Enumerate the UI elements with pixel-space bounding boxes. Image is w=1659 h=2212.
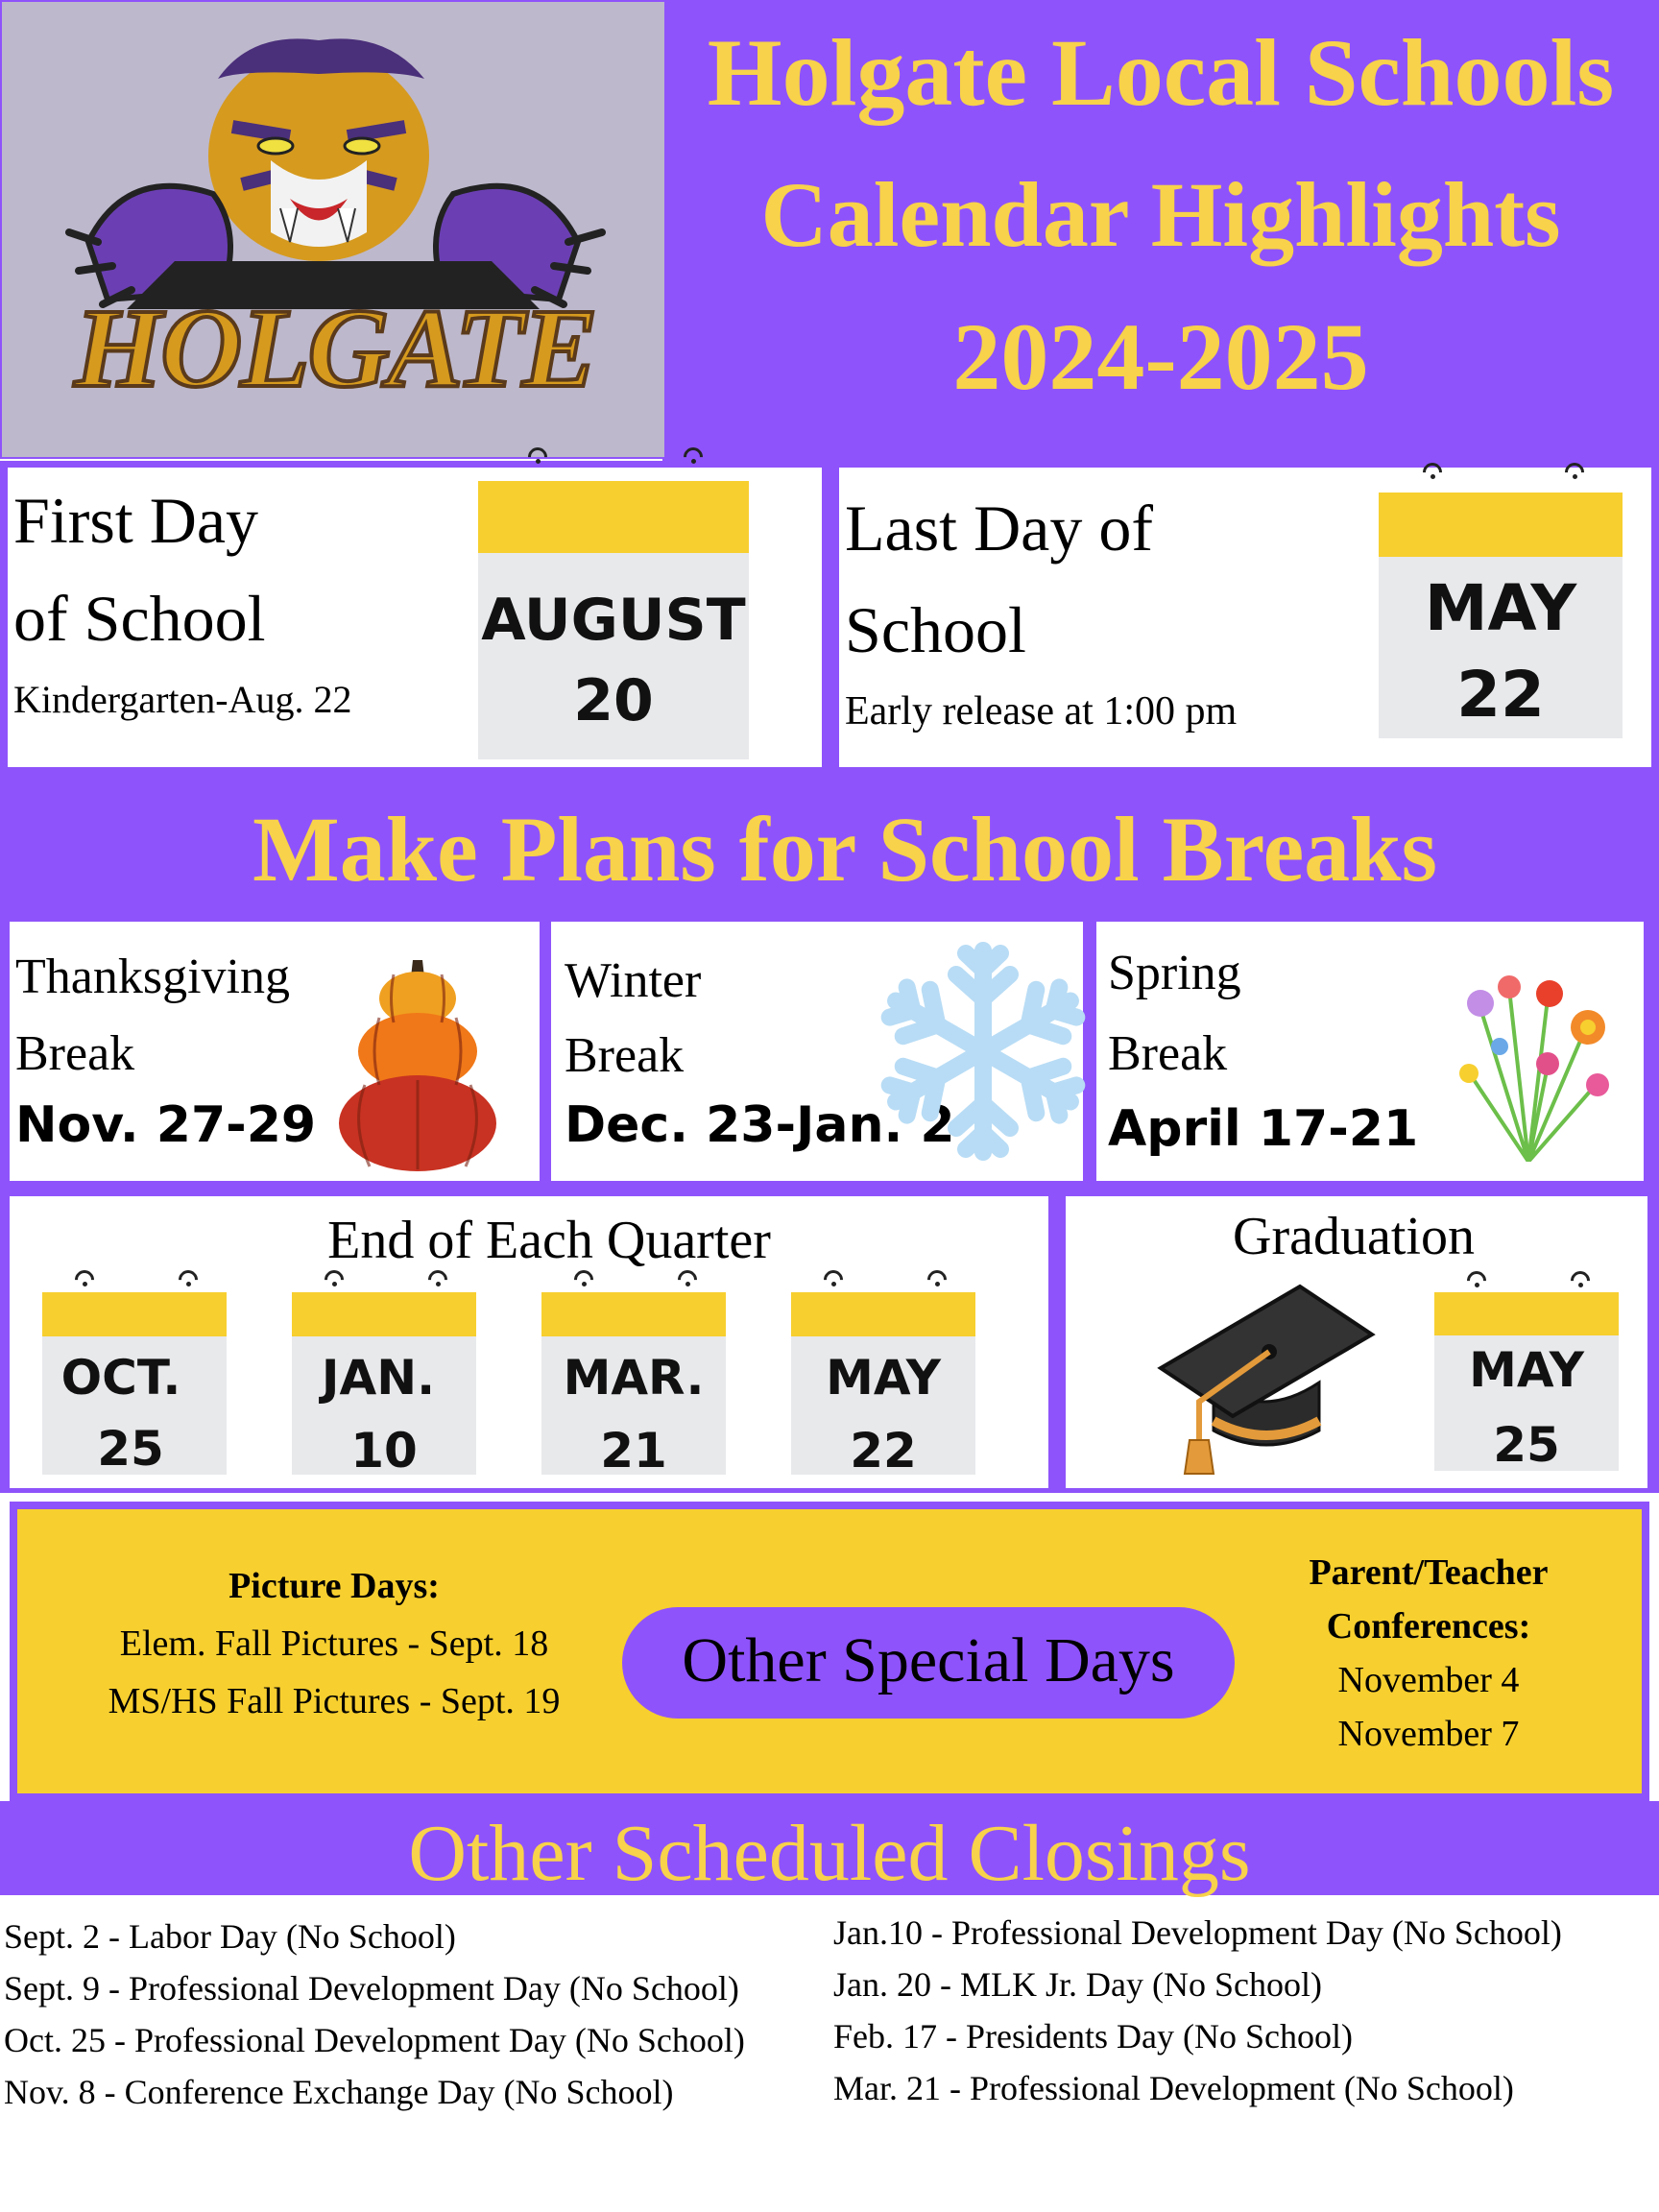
closing-left-2: Sept. 9 - Professional Development Day (No School) bbox=[4, 1969, 739, 2008]
quarter-2-date: 10 bbox=[350, 1423, 418, 1479]
title-line-1: Holgate Local Schools bbox=[707, 19, 1615, 126]
first-day-line2: of School bbox=[13, 582, 266, 655]
last-day-calendar bbox=[1379, 493, 1623, 738]
winter-line1: Winter bbox=[565, 953, 702, 1008]
other-special-days-label: Other Special Days bbox=[682, 1625, 1175, 1695]
calendar-ring-icon bbox=[75, 1270, 90, 1314]
last-day-month: MAY bbox=[1424, 571, 1577, 645]
snowflake-icon bbox=[878, 941, 1089, 1162]
closing-right-3: Feb. 17 - Presidents Day (No School) bbox=[833, 2017, 1353, 2056]
quarters-heading: End of Each Quarter bbox=[327, 1211, 771, 1270]
spring-line2: Break bbox=[1108, 1026, 1228, 1081]
quarter-1-date: 25 bbox=[97, 1421, 164, 1477]
closing-left-4: Nov. 8 - Conference Exchange Day (No School) bbox=[4, 2073, 674, 2111]
graduation-calendar bbox=[1434, 1292, 1619, 1471]
thanksgiving-dates: Nov. 27-29 bbox=[15, 1096, 317, 1154]
quarter-4-date: 22 bbox=[850, 1423, 917, 1479]
quarter-calendar-4 bbox=[791, 1292, 975, 1479]
closing-left-1: Sept. 2 - Labor Day (No School) bbox=[4, 1917, 456, 1956]
thanksgiving-line2: Break bbox=[15, 1026, 135, 1081]
conference-item-2: November 7 bbox=[1337, 1714, 1520, 1754]
conferences-heading-1: Parent/Teacher bbox=[1309, 1552, 1549, 1593]
calendar-ring-icon bbox=[574, 1270, 589, 1314]
first-day-note: Kindergarten-Aug. 22 bbox=[13, 678, 352, 721]
last-day-card bbox=[839, 468, 1651, 767]
other-special-days-pill bbox=[622, 1607, 1235, 1719]
last-day-line2: School bbox=[845, 593, 1026, 666]
first-day-line1: First Day bbox=[13, 484, 258, 557]
winter-card bbox=[551, 922, 1083, 1181]
logo-panel bbox=[0, 0, 666, 459]
flower-bouquet-icon bbox=[1442, 970, 1615, 1162]
quarter-4-month: MAY bbox=[826, 1350, 941, 1406]
title-line-3: 2024-2025 bbox=[952, 303, 1369, 410]
calendar-ring-icon bbox=[684, 447, 699, 515]
logo-wordmark: HOLGATE bbox=[74, 285, 596, 411]
quarter-calendar-2 bbox=[292, 1292, 476, 1479]
last-day-note: Early release at 1:00 pm bbox=[845, 689, 1238, 733]
first-day-card bbox=[8, 468, 822, 767]
graduation-cap-icon bbox=[1156, 1277, 1377, 1479]
tiger-logo-icon bbox=[2, 2, 668, 461]
closing-right-2: Jan. 20 - MLK Jr. Day (No School) bbox=[833, 1965, 1322, 2004]
calendar-ring-icon bbox=[927, 1270, 943, 1314]
title-line-2: Calendar Highlights bbox=[760, 163, 1561, 266]
thanksgiving-line1: Thanksgiving bbox=[15, 950, 290, 1004]
closings-heading: Other Scheduled Closings bbox=[408, 1809, 1251, 1898]
breaks-heading: Make Plans for School Breaks bbox=[252, 798, 1437, 901]
closing-right-1: Jan.10 - Professional Development Day (No School) bbox=[833, 1913, 1562, 1952]
quarter-2-month: JAN. bbox=[321, 1350, 436, 1406]
calendar-ring-icon bbox=[325, 1270, 340, 1314]
first-day-calendar bbox=[478, 481, 749, 759]
pumpkin-stack-icon bbox=[336, 960, 499, 1171]
calendar-ring-icon bbox=[179, 1270, 194, 1314]
calendar-ring-icon bbox=[1423, 463, 1438, 521]
graduation-date: 25 bbox=[1493, 1417, 1560, 1473]
closing-left-3: Oct. 25 - Professional Development Day (No School) bbox=[4, 2021, 745, 2059]
conferences-heading-2: Conferences: bbox=[1326, 1606, 1531, 1647]
graduation-month: MAY bbox=[1469, 1342, 1584, 1398]
calendar-ring-icon bbox=[678, 1270, 693, 1314]
breaks-heading-band bbox=[0, 773, 1659, 917]
graduation-heading: Graduation bbox=[1233, 1207, 1475, 1266]
quarter-calendar-3 bbox=[541, 1292, 726, 1479]
calendar-ring-icon bbox=[1467, 1271, 1482, 1314]
calendar-ring-icon bbox=[1571, 1271, 1586, 1314]
calendar-ring-icon bbox=[528, 447, 543, 515]
picture-days-heading: Picture Days: bbox=[228, 1566, 440, 1606]
spring-line1: Spring bbox=[1108, 946, 1241, 1000]
calendar-ring-icon bbox=[428, 1270, 444, 1314]
picture-day-item-2: MS/HS Fall Pictures - Sept. 19 bbox=[108, 1681, 561, 1721]
first-day-date: 20 bbox=[573, 667, 654, 734]
closings-heading-band bbox=[0, 1801, 1659, 1898]
last-day-date: 22 bbox=[1456, 658, 1545, 732]
calendar-ring-icon bbox=[1565, 463, 1580, 521]
winter-dates: Dec. 23-Jan. 2 bbox=[565, 1096, 955, 1154]
quarter-3-month: MAR. bbox=[563, 1350, 705, 1406]
closing-right-4: Mar. 21 - Professional Development (No School) bbox=[833, 2069, 1514, 2107]
spring-card bbox=[1096, 922, 1644, 1181]
picture-day-item-1: Elem. Fall Pictures - Sept. 18 bbox=[119, 1623, 549, 1664]
quarter-3-date: 21 bbox=[600, 1423, 667, 1479]
spring-dates: April 17-21 bbox=[1108, 1100, 1419, 1158]
special-days-panel bbox=[10, 1502, 1649, 1801]
winter-line2: Break bbox=[565, 1028, 685, 1083]
quarter-calendar-1 bbox=[42, 1292, 227, 1475]
graduation-card bbox=[1066, 1196, 1647, 1488]
calendar-ring-icon bbox=[824, 1270, 839, 1314]
last-day-line1: Last Day of bbox=[845, 492, 1154, 565]
quarter-1-month: OCT. bbox=[60, 1350, 181, 1406]
conference-item-1: November 4 bbox=[1337, 1660, 1520, 1700]
first-day-month: AUGUST bbox=[481, 587, 746, 654]
quarters-card bbox=[10, 1196, 1048, 1488]
thanksgiving-card bbox=[10, 922, 540, 1181]
